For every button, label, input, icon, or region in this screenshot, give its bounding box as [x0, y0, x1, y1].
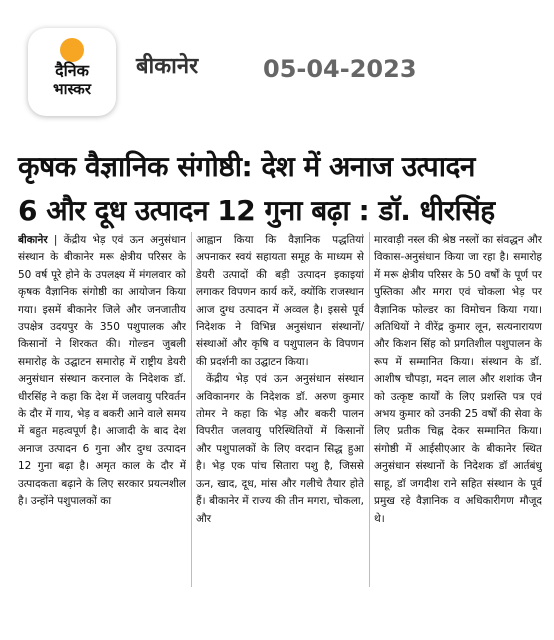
page-header	[0, 0, 554, 122]
edition-city: बीकानेर	[136, 54, 199, 79]
article-column-3	[374, 232, 542, 590]
column-1-text: | केंद्रीय भेड़ एवं ऊन अनुसंधान संस्थान के बीकानेर मरू क्षेत्रीय परिसर के 50 वर्ष पूरे होने के उपलक्ष्य में मंगलवार को कृषक वैज्ञानिक संगोष्ठी का आयोजन किया गया। इसमें बीकानेर जिले और जनजातीय उपक्षेत्र उदयपुर के 350 पशुपालक और किसानों ने शिरकत की। गोल्डन जुबली समारोह के उद्घाटन समारोह में राष्ट्रीय डेयरी अनुसंधान संस्थान करनाल के निदेशक डॉ. धीरसिंह ने कहा कि देश में जलवायु परिवर्तन के दौर में गाय, भेड़ व बकरी आने वाले समय में बहुत महत्वपूर्ण है। आजादी के बाद देश अनाज उत्पादन 6 गुना और दुग्ध उत्पादन 12 गुना बढ़ा है। अमृत काल के दौर में उत्पादकता बढ़ाने के लिए सरकार प्रयत्नशील है। उन्होंने पशुपालकों का	[18, 234, 186, 508]
dainik-bhaskar-logo	[28, 28, 116, 116]
headline-line2: 6 और दूध उत्पादन 12 गुना बढ़ा : डॉ. धीरसिंह	[18, 194, 495, 227]
article-column-1	[18, 232, 186, 590]
logo-text-line1: दैनिक	[55, 61, 89, 80]
column-2-paragraph-2: केंद्रीय भेड़ एवं ऊन अनुसंधान संस्थान अविकानगर के निदेशक डॉ. अरुण कुमार तोमर ने कहा कि भेड़ और बकरी पालन विपरीत जलवायु परिस्थितियों में किसानों और पशुपालकों के लिए वरदान सिद्ध हुआ है। भेड़ एक पांच सितारा पशु है, जिससे ऊन, खाद, दूध, मांस और गलीचे तैयार होते हैं। बीकानेर में राज्य की तीन मगरा, चोकला, और	[196, 373, 364, 525]
article-column-2	[196, 232, 364, 590]
column-3-text: मारवाड़ी नस्ल की श्रेष्ठ नस्लों का संवद्धन और विकास-अनुसंधान किया जा रहा है। समारोह में मरू क्षेत्रीय परिसर के 50 वर्षों के पूर्ण पर पुस्तिका और मगरा एवं चोकला भेड़ पर वैज्ञानिक फोल्डर का विमोचन किया गया। अतिथियों ने वीरेंद्र कुमार लून, सत्यनारायण और किशन सिंह को प्रगतिशील पशुपालन के रूप में सम्मानित किया। संस्थान के डॉ. आशीष चौपड़ा, मदन लाल और शशांक जैन को उत्कृष्ट कार्यों के लिए प्रशस्ति पत्र एवं अभय कुमार को उनकी 25 वर्षों की सेवा के लिए प्रतीक चिह्न देकर सम्मानित किया। संगोष्ठी में आईसीएआर के बीकानेर स्थित अनुसंधान संस्थानों के निदेशक डॉ आर्तबंधु साहू, डॉ जगदीश राने सहित संस्थान के पूर्व प्रमुख रहे वैज्ञानिक व अधिकारीगण मौजूद थे।	[374, 234, 542, 525]
edition-date: 05-04-2023	[263, 55, 417, 83]
column-2-paragraph-1: आह्वान किया कि वैज्ञानिक पद्धतियां अपनाकर स्वयं सहायता समूह के माध्यम से डेयरी उत्पादों की बड़ी उत्पादन इकाइयां लगाकर विपणन कार्य करें, क्योंकि राजस्थान आज दुग्ध उत्पादन में अव्वल है। इससे पूर्व निदेशक ने विभिन्न अनुसंधान संस्थानों/संस्थाओं और कृषि व पशुपालन के विपणन की प्रदर्शनी का उद्घाटन किया।	[196, 234, 364, 368]
logo-text-line2: भास्कर	[53, 80, 91, 98]
sun-icon	[60, 38, 84, 62]
article-dateline: बीकानेर	[18, 234, 48, 246]
headline-line1: कृषक वैज्ञानिक संगोष्ठी: देश में अनाज उत्पादन	[18, 150, 475, 183]
article-headline	[18, 145, 548, 233]
column-divider	[369, 232, 370, 587]
article-body	[18, 232, 542, 590]
column-divider	[191, 232, 192, 587]
